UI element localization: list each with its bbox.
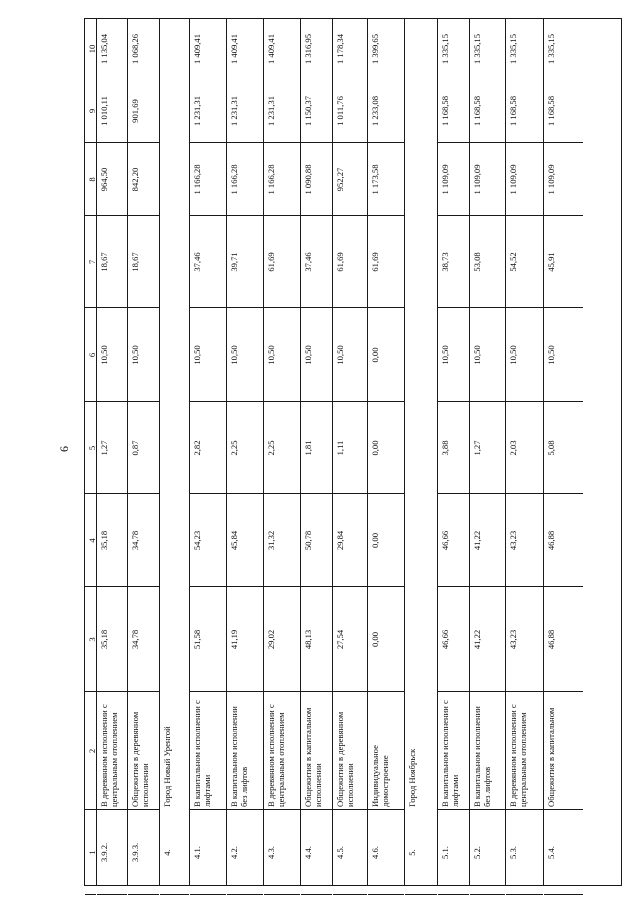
table-cell-text: 29,02: [266, 629, 276, 650]
table-cell-text: 4.: [162, 849, 172, 856]
table-cell-col-9: [470, 79, 505, 143]
table-cell-col-5: [227, 402, 263, 494]
table-cell-col-1: [97, 810, 127, 895]
table-cell-col-3: [368, 587, 404, 692]
table-cell-col-2: [301, 692, 332, 810]
table-cell-text: 3.9.3.: [130, 842, 140, 863]
table-cell-col-5: [368, 402, 404, 494]
table-cell-col-1: [85, 810, 96, 895]
table-cell-text: 38,73: [440, 252, 450, 272]
table-cell-text: 50,78: [303, 530, 313, 551]
table-cell-col-7: [190, 216, 226, 308]
table-cell-col-6: [506, 308, 543, 402]
table-cell-col-9: [97, 79, 127, 143]
table-cell-col-2: [333, 692, 367, 810]
table-cell-text: 4.2.: [229, 846, 239, 859]
table-cell-col-4: [227, 494, 263, 587]
table-cell-col-7: [470, 216, 505, 308]
table-cell-text: 1 011,76: [335, 96, 345, 126]
table-cell-text: 1 168,58: [508, 95, 518, 127]
table-cell-text: 2,82: [192, 440, 202, 456]
table-cell-col-6: [227, 308, 263, 402]
table-cell-text: В капитальном исполнении без лифтов: [229, 706, 249, 807]
page-number: 6: [57, 446, 71, 452]
table-cell-col-6: [301, 308, 332, 402]
table-cell-col-9: [301, 79, 332, 143]
table-cell-col-3: [128, 587, 159, 692]
table-cell-col-6: [128, 308, 159, 402]
table-cell-col-4: [85, 494, 96, 587]
table-cell-text: 34,78: [130, 629, 140, 650]
table-cell-col-10: [190, 19, 226, 79]
table-row: [438, 19, 470, 885]
table-cell-text: 48,13: [303, 629, 313, 650]
table-cell-text: 10,50: [229, 345, 239, 365]
table-cell-text: 1,27: [99, 440, 109, 456]
table-cell-col-7: [227, 216, 263, 308]
table-cell-text: 1,11: [335, 440, 345, 456]
table-cell-text: Город Ноябрьск: [407, 748, 417, 807]
table-cell-text: 2: [87, 748, 97, 754]
table-cell-text: Город Новый Уренгой: [162, 726, 172, 807]
table-cell-col-2: [160, 19, 189, 810]
table-cell-text: 952,27: [335, 167, 345, 192]
table-cell-col-4: [264, 494, 300, 587]
table-cell-text: 61,69: [335, 252, 345, 272]
table-cell-text: 1 335,15: [546, 33, 556, 65]
table-cell-text: 10,50: [130, 345, 140, 365]
table-cell-col-3: [85, 587, 96, 692]
table-cell-col-8: [190, 143, 226, 216]
tariff-table: [84, 18, 622, 886]
table-cell-text: 4.1.: [192, 846, 202, 859]
table-cell-text: 964,50: [99, 167, 109, 192]
table-cell-text: 1 150,37: [303, 95, 313, 127]
table-cell-col-6: [264, 308, 300, 402]
table-cell-col-2: [128, 692, 159, 810]
table-cell-text: 2,25: [266, 440, 276, 456]
table-cell-col-7: [264, 216, 300, 308]
table-row: [368, 19, 405, 885]
table-cell-text: 1 231,31: [229, 95, 239, 127]
table-cell-text: 53,08: [472, 252, 482, 272]
table-cell-text: Общежития в капитальном исполнении: [303, 707, 323, 807]
table-cell-col-3: [506, 587, 543, 692]
table-cell-text: 3: [87, 637, 97, 642]
table-cell-text: 43,23: [508, 629, 518, 650]
table-cell-col-10: [301, 19, 332, 79]
table-row: [506, 19, 544, 885]
table-cell-text: 37,46: [303, 252, 313, 272]
table-cell-text: 34,78: [130, 530, 140, 551]
table-cell-col-3: [264, 587, 300, 692]
table-cell-text: 1 166,28: [192, 164, 202, 195]
table-cell-text: 5.3.: [508, 846, 518, 859]
table-cell-col-1: [227, 810, 263, 895]
table-cell-col-2: [506, 692, 543, 810]
table-cell-col-10: [227, 19, 263, 79]
table-cell-text: 61,69: [370, 252, 380, 272]
table-cell-col-8: [227, 143, 263, 216]
table-cell-col-4: [438, 494, 469, 587]
table-cell-col-2: [190, 692, 226, 810]
table-cell-text: 4.5.: [335, 846, 345, 859]
table-cell-col-8: [128, 143, 159, 216]
table-cell-col-5: [438, 402, 469, 494]
table-cell-col-6: [97, 308, 127, 402]
table-cell-text: 10,50: [335, 345, 345, 365]
table-row: [97, 19, 128, 885]
table-cell-col-5: [128, 402, 159, 494]
table-row: [264, 19, 301, 885]
table-cell-text: 61,69: [266, 252, 276, 272]
table-cell-col-9: [506, 79, 543, 143]
table-cell-col-10: [333, 19, 367, 79]
table-cell-text: Индивидуальное домостроение: [370, 745, 390, 807]
table-cell-text: 27,54: [335, 629, 345, 650]
table-cell-text: 10,50: [192, 345, 202, 365]
table-cell-col-8: [97, 143, 127, 216]
table-cell-col-7: [438, 216, 469, 308]
table-cell-text: 35,18: [99, 530, 109, 551]
table-cell-col-1: [470, 810, 505, 895]
table-cell-col-3: [438, 587, 469, 692]
table-cell-col-1: [190, 810, 226, 895]
table-cell-text: 5.2.: [472, 846, 482, 859]
table-row: [470, 19, 506, 885]
table-cell-col-10: [506, 19, 543, 79]
table-cell-col-9: [190, 79, 226, 143]
table-cell-text: 1 173,58: [370, 164, 380, 195]
table-cell-col-6: [333, 308, 367, 402]
table-cell-col-2: [85, 692, 96, 810]
table-cell-text: 8: [87, 177, 97, 182]
table-cell-col-2: [264, 692, 300, 810]
table-cell-text: В капитальном исполнении с лифтами: [192, 700, 212, 807]
table-cell-col-1: [438, 810, 469, 895]
table-cell-text: 3.9.2.: [99, 842, 109, 863]
table-cell-text: 1 231,31: [266, 95, 276, 127]
table-cell-text: 901,69: [130, 99, 140, 123]
table-cell-text: 45,84: [229, 530, 239, 551]
table-cell-text: 1 231,31: [192, 95, 202, 127]
table-cell-text: 29,84: [335, 530, 345, 551]
table-cell-col-9: [85, 79, 96, 143]
table-cell-text: В капитальном исполнении без лифтов: [472, 706, 492, 807]
table-cell-col-4: [301, 494, 332, 587]
table-cell-text: 45,91: [546, 252, 556, 272]
table-cell-col-3: [301, 587, 332, 692]
table-cell-col-6: [85, 308, 96, 402]
table-cell-text: Общежития в деревянном исполнении: [335, 711, 355, 807]
table-cell-text: 1,27: [472, 440, 482, 456]
table-cell-text: 1 399,65: [370, 33, 380, 65]
table-cell-text: 1: [87, 850, 97, 855]
table-cell-col-6: [368, 308, 404, 402]
table-cell-text: 54,23: [192, 530, 202, 551]
table-cell-col-1: [368, 810, 404, 895]
table-cell-col-5: [190, 402, 226, 494]
table-cell-col-4: [544, 494, 583, 587]
table-cell-col-1: [544, 810, 583, 895]
table-cell-text: 41,19: [229, 629, 239, 650]
table-cell-text: 5.1.: [440, 846, 450, 859]
table-cell-col-4: [333, 494, 367, 587]
table-cell-col-1: [405, 810, 437, 895]
table-cell-col-3: [470, 587, 505, 692]
table-cell-text: 6: [87, 352, 97, 358]
table-cell-text: 37,46: [192, 252, 202, 272]
table-cell-col-9: [128, 79, 159, 143]
table-row: [128, 19, 160, 885]
table-cell-col-4: [128, 494, 159, 587]
table-cell-text: 5,08: [546, 440, 556, 456]
table-cell-text: 51,58: [192, 629, 202, 650]
table-cell-text: 1 090,88: [303, 164, 313, 195]
table-cell-text: 46,66: [440, 530, 450, 551]
table-cell-col-10: [97, 19, 127, 79]
table-cell-col-2: [470, 692, 505, 810]
table-cell-text: 46,66: [440, 629, 450, 650]
table-cell-text: 1 109,09: [508, 164, 518, 195]
table-cell-col-1: [301, 810, 332, 895]
table-cell-col-1: [506, 810, 543, 895]
table-cell-text: 2,25: [229, 440, 239, 456]
table-cell-text: 5: [87, 445, 97, 451]
table-cell-col-6: [544, 308, 583, 402]
table-row: [544, 19, 583, 885]
table-cell-text: 5.4.: [546, 846, 556, 859]
table-cell-col-7: [128, 216, 159, 308]
table-cell-text: 4: [87, 538, 97, 543]
table-cell-col-8: [506, 143, 543, 216]
table-section-row: [405, 19, 438, 885]
table-cell-text: 1 335,15: [440, 33, 450, 65]
table-row: [227, 19, 264, 885]
table-cell-text: 1 233,08: [370, 95, 380, 127]
table-cell-text: 10: [87, 44, 97, 54]
table-cell-col-5: [333, 402, 367, 494]
table-row: [190, 19, 227, 885]
table-cell-text: В деревянном исполнении с центральным отоплением: [508, 704, 528, 807]
table-cell-col-1: [333, 810, 367, 895]
table-cell-text: 0,00: [370, 631, 380, 648]
table-cell-text: 0,00: [370, 347, 380, 363]
table-cell-col-2: [97, 692, 127, 810]
table-cell-col-10: [85, 19, 96, 79]
table-cell-text: 1 010,11: [99, 96, 109, 126]
table-cell-col-1: [160, 810, 189, 895]
table-cell-text: 54,52: [508, 252, 518, 272]
table-cell-col-10: [368, 19, 404, 79]
table-cell-col-8: [470, 143, 505, 216]
table-cell-col-10: [544, 19, 583, 79]
table-cell-col-5: [301, 402, 332, 494]
table-cell-text: В деревянном исполнении с центральным отоплением: [266, 704, 286, 807]
table-cell-col-10: [128, 19, 159, 79]
table-cell-text: 2,03: [508, 440, 518, 456]
table-cell-col-3: [97, 587, 127, 692]
table-cell-col-7: [301, 216, 332, 308]
table-cell-text: 1 166,28: [266, 164, 276, 195]
table-cell-col-8: [438, 143, 469, 216]
table-cell-col-9: [264, 79, 300, 143]
table-cell-text: 1 409,41: [192, 33, 202, 65]
table-cell-text: 10,50: [303, 345, 313, 365]
table-cell-text: 1 109,09: [472, 164, 482, 195]
table-cell-text: 31,32: [266, 530, 276, 551]
table-cell-col-4: [470, 494, 505, 587]
table-cell-text: 1 168,58: [472, 95, 482, 127]
table-cell-col-6: [438, 308, 469, 402]
table-cell-text: 1 335,15: [472, 33, 482, 65]
table-cell-text: 1 335,15: [508, 33, 518, 65]
table-cell-col-4: [506, 494, 543, 587]
table-cell-text: 35,18: [99, 629, 109, 650]
table-cell-text: В капитальном исполнении с лифтами: [440, 700, 460, 807]
table-cell-text: 10,50: [472, 345, 482, 365]
table-cell-text: 18,67: [130, 252, 140, 272]
table-cell-text: 39,71: [229, 252, 239, 272]
table-cell-text: 46,88: [546, 530, 556, 551]
table-cell-col-8: [368, 143, 404, 216]
table-cell-text: 1 068,26: [130, 33, 140, 65]
table-cell-col-3: [544, 587, 583, 692]
table-cell-text: 10,50: [508, 345, 518, 365]
table-cell-col-7: [333, 216, 367, 308]
table-cell-text: 9: [87, 108, 97, 114]
table-cell-text: 10,50: [99, 345, 109, 365]
table-cell-col-1: [128, 810, 159, 895]
table-cell-col-7: [368, 216, 404, 308]
table-cell-text: Общежития в деревянном исполнении: [130, 711, 150, 807]
table-cell-text: 10,50: [440, 345, 450, 365]
table-cell-text: 1 409,41: [266, 33, 276, 65]
table-cell-col-7: [85, 216, 96, 308]
table-row: [301, 19, 333, 885]
table-cell-text: 1,81: [303, 440, 313, 456]
table-cell-text: 1 166,28: [229, 164, 239, 195]
table-cell-col-9: [227, 79, 263, 143]
table-cell-text: 1 109,09: [546, 164, 556, 195]
table-cell-text: 1 316,95: [303, 33, 313, 65]
table-cell-text: 1 135,04: [99, 33, 109, 65]
table-cell-text: 46,88: [546, 629, 556, 650]
table-cell-col-7: [544, 216, 583, 308]
table-cell-col-5: [470, 402, 505, 494]
table-cell-col-9: [333, 79, 367, 143]
table-cell-text: 10,50: [546, 345, 556, 365]
table-cell-col-9: [438, 79, 469, 143]
table-cell-col-8: [301, 143, 332, 216]
table-cell-text: 1 109,09: [440, 164, 450, 195]
table-cell-text: 4.3.: [266, 846, 276, 859]
table-cell-text: 10,50: [266, 345, 276, 365]
table-cell-col-7: [97, 216, 127, 308]
table-cell-text: 7: [87, 259, 97, 265]
table-cell-text: 1 178,34: [335, 33, 345, 65]
table-cell-col-4: [190, 494, 226, 587]
table-cell-text: 41,22: [472, 629, 482, 650]
table-cell-col-10: [470, 19, 505, 79]
table-cell-col-5: [85, 402, 96, 494]
table-cell-col-2: [227, 692, 263, 810]
table-cell-text: 41,22: [472, 530, 482, 551]
table-cell-col-5: [97, 402, 127, 494]
table-cell-col-2: [405, 19, 437, 810]
table-cell-col-3: [333, 587, 367, 692]
table-cell-col-6: [190, 308, 226, 402]
table-header-row: [85, 19, 97, 885]
table-cell-col-4: [368, 494, 404, 587]
table-cell-col-5: [506, 402, 543, 494]
table-cell-col-7: [506, 216, 543, 308]
table-rows: [85, 19, 621, 885]
table-cell-text: 4.6.: [370, 846, 380, 859]
table-cell-col-2: [368, 692, 404, 810]
table-cell-text: 0,00: [370, 532, 380, 549]
table-cell-col-5: [264, 402, 300, 494]
table-cell-col-3: [190, 587, 226, 692]
table-cell-text: 0,87: [130, 440, 140, 456]
table-cell-text: Общежития в капитальном: [546, 707, 556, 807]
table-cell-text: 1 168,58: [440, 95, 450, 127]
table-section-row: [160, 19, 190, 885]
table-cell-col-8: [333, 143, 367, 216]
table-cell-col-8: [264, 143, 300, 216]
table-cell-col-4: [97, 494, 127, 587]
table-cell-text: 3,88: [440, 440, 450, 456]
table-cell-text: 43,23: [508, 530, 518, 551]
table-cell-col-5: [544, 402, 583, 494]
table-cell-col-8: [85, 143, 96, 216]
table-cell-col-9: [368, 79, 404, 143]
table-cell-col-9: [544, 79, 583, 143]
table-cell-text: 1 409,41: [229, 33, 239, 65]
table-cell-col-2: [544, 692, 583, 810]
table-cell-col-1: [264, 810, 300, 895]
table-cell-text: 0,00: [370, 440, 380, 456]
table-cell-text: 1 168,58: [546, 95, 556, 127]
table-cell-col-8: [544, 143, 583, 216]
table-row: [333, 19, 368, 885]
table-cell-col-3: [227, 587, 263, 692]
table-cell-text: В деревянном исполнении с центральным отоплением: [99, 704, 119, 807]
table-cell-text: 842,20: [130, 167, 140, 192]
table-cell-col-10: [264, 19, 300, 79]
table-cell-col-10: [438, 19, 469, 79]
table-cell-text: 18,67: [99, 252, 109, 272]
table-cell-text: 5.: [407, 849, 417, 856]
table-cell-col-6: [470, 308, 505, 402]
table-cell-col-2: [438, 692, 469, 810]
table-cell-text: 4.4.: [303, 846, 313, 859]
